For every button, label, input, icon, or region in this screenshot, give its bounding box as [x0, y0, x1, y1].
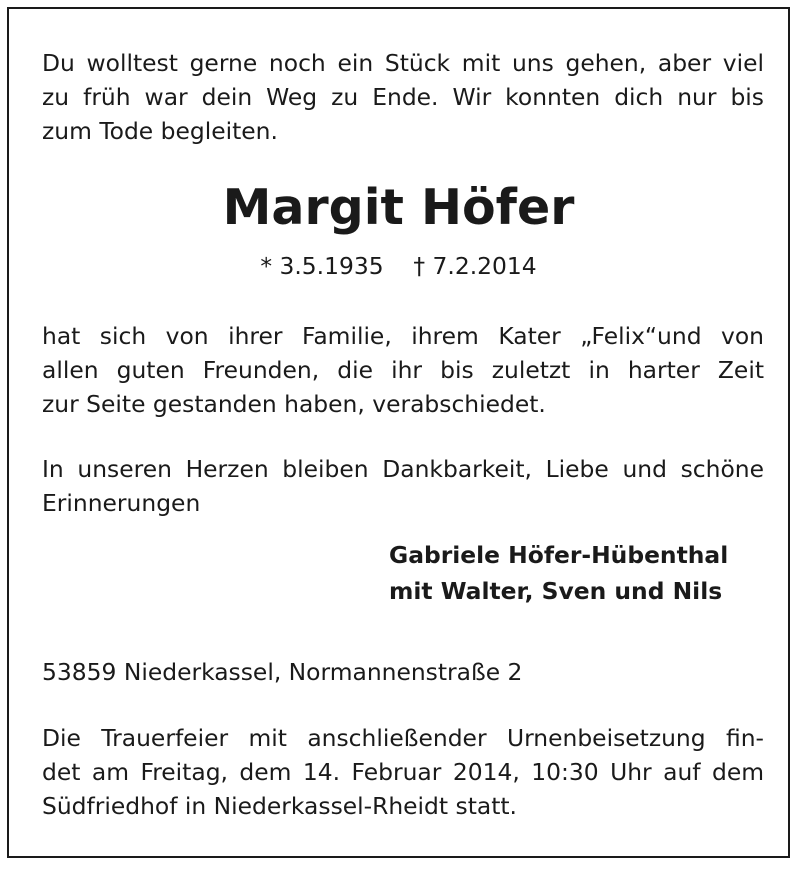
farewell-paragraph: [42, 319, 764, 421]
memory-paragraph: [42, 452, 764, 520]
funeral-line: det am Freitag, dem 14. Februar 2014, 10:30 Uhr auf dem: [42, 758, 764, 786]
life-dates: [9, 249, 788, 283]
funeral-line: Die Trauerfeier mit anschließender Urnenbeisetzung fin-: [42, 724, 764, 752]
death-date: † 7.2.2014: [413, 252, 537, 280]
farewell-line: allen guten Freunden, die ihr bis zuletzt in harter Zeit: [42, 356, 764, 384]
deceased-name: Margit Höfer: [222, 179, 575, 236]
mourner-line: mit Walter, Sven und Nils: [389, 577, 723, 605]
obituary-notice: [7, 7, 790, 858]
farewell-line: hat sich von ihrer Familie, ihrem Kater „Felix“und von: [42, 322, 764, 350]
intro-line: zum Tode begleiten.: [42, 117, 278, 145]
birth-date: * 3.5.1935: [260, 252, 384, 280]
funeral-line: Südfriedhof in Niederkassel-Rheidt statt.: [42, 792, 517, 820]
funeral-paragraph: [42, 721, 764, 823]
mourners-signature: [389, 537, 728, 609]
intro-verse: [42, 46, 764, 148]
memory-line: In unseren Herzen bleiben Dankbarkeit, Liebe und schöne: [42, 455, 764, 483]
intro-line: Du wolltest gerne noch ein Stück mit uns gehen, aber viel: [42, 49, 764, 77]
memory-line: Erinnerungen: [42, 489, 201, 517]
farewell-line: zur Seite gestanden haben, verabschiedet.: [42, 390, 546, 418]
intro-line: zu früh war dein Weg zu Ende. Wir konnten dich nur bis: [42, 83, 764, 111]
address-line: 53859 Niederkassel, Normannenstraße 2: [42, 658, 523, 686]
mourner-line: Gabriele Höfer-Hübenthal: [389, 541, 729, 569]
